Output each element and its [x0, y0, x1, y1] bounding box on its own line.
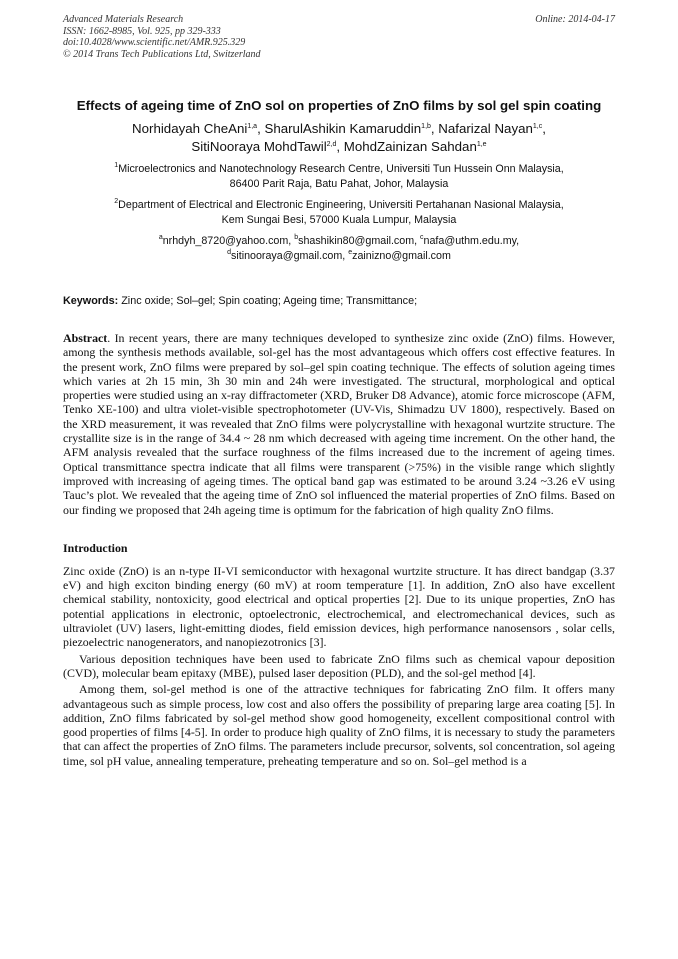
email-mark: c: [420, 234, 424, 241]
email-address[interactable]: nrhdyh_8720@yahoo.com,: [162, 235, 295, 247]
affiliation-1: [63, 162, 615, 192]
affiliation-line: Microelectronics and Nanotechnology Research Centre, Universiti Tun Hussein Onn Malaysia,: [118, 163, 564, 175]
journal-name: Advanced Materials Research: [63, 14, 184, 25]
section-heading: Introduction: [63, 540, 128, 555]
keywords-text: Zinc oxide; Sol–gel; Spin coating; Ageing time; Transmittance;: [118, 295, 418, 307]
journal-copyright: © 2014 Trans Tech Publications Ltd, Switzerland: [63, 48, 261, 60]
author-separator: ,: [430, 121, 439, 136]
email-mark: d: [227, 249, 232, 256]
author-separator: ,: [542, 121, 546, 136]
author-affil-mark: 1,c: [532, 123, 543, 130]
journal-issn: ISSN: 1662-8985, Vol. 925, pp 329-333: [63, 25, 221, 37]
abstract-text: . In recent years, there are many techniques developed to synthesize zinc oxide (ZnO) films. However, among the synthesis methods available, sol-gel has the most advantageous which offers cost effective features. In the present work, ZnO films were prepared by sol–gel spin coating technique. The effects of solution ageing times which varies at 2h 15 min, 3h 30 min and 24h were investigated. The structural, morphological and optical properties were studied using an x-ray diffractometer (XRD, Bruker D8 Advance), atomic force microscope (AFM, Tenko XE-100) and ultra violet-visible spectrophotometer (UV-Vis, Shimadzu UV 1800), respectively. Based on the XRD measurement, it was revealed that ZnO films were polycrystalline with hexagonal wurtzite structure. The crystallite size is in the range of 34.4 ~ 28 nm which decreased with ageing time increment. On the other hand, the AFM analysis revealed that the surface roughness of the films increased due to the increment of ageing times. Optical transmittance spectra indicate that all films were transparent (>75%) in the visible range which slightly improved with increasing of ageing times. The optical band gap was estimated to be around 3.24 ~3.26 eV using Tauc’s plot. We revealed that the ageing time of ZnO sol influenced the material properties of ZnO films. Based on our finding we proposed that 24h ageing time is optimum for the fabrication of high quality ZnO films.: [63, 331, 615, 517]
email-mark: b: [294, 234, 299, 241]
email-address[interactable]: shashikin80@gmail.com,: [298, 235, 421, 247]
online-date: Online: 2014-04-17: [535, 14, 615, 25]
keywords-label: Keywords:: [63, 295, 119, 307]
email-mark: e: [348, 249, 353, 256]
abstract: [63, 331, 615, 517]
keywords: [63, 294, 615, 308]
affiliation-mark: 1: [114, 162, 119, 169]
author-name: SitiNooraya MohdTawil: [191, 139, 327, 154]
intro-paragraph: Among them, sol-gel method is one of the attractive techniques for fabricating ZnO film. It offers many advantageous such as simple process, low cost and also offers the possibility of preparing large area coating [5]. In addition, ZnO films fabricated by sol-gel method show good homogeneity, excellent compositional control with good properties of films [4-5]. In order to produce high quality of ZnO films, it is necessary to study the parameters that can affect the properties of ZnO films. The parameters include precursor, solvents, sol concentration, sol ageing time, sol pH value, annealing temperature, preheating temperature and so on. Sol–gel method is a: [63, 682, 615, 768]
journal-header: [63, 14, 615, 76]
author-name: Nafarizal Nayan: [438, 121, 533, 136]
author-name: MohdZainizan Sahdan: [343, 139, 477, 154]
affiliation-mark: 2: [114, 198, 119, 205]
email-mark: a: [158, 234, 163, 241]
affiliation-line: 86400 Parit Raja, Batu Pahat, Johor, Malaysia: [229, 178, 449, 190]
affiliation-2: [63, 198, 615, 228]
author-separator: ,: [257, 121, 265, 136]
email-list: [63, 234, 615, 264]
author-name: Norhidayah CheAni: [132, 121, 248, 136]
abstract-label: Abstract: [63, 331, 108, 345]
intro-paragraph: Zinc oxide (ZnO) is an n-type II-VI semiconductor with hexagonal wurtzite structure. It has direct bandgap (3.37 eV) and high exciton binding energy (60 mV) at room temperature [1]. In addition, ZnO also have excellent chemical stability, nontoxicity, good electrical and optical properties [2]. Due to its unique properties, ZnO has potential applications in electronic, optoelectronic, electrochemical, and electromechanical devices, such as ultraviolet (UV) lasers, light-emitting diodes, field emission devices, high performance nanosensors , solar cells, piezoelectric nanogenerators, and nanopiezotronics [3].: [63, 563, 615, 650]
affiliation-line: Department of Electrical and Electronic Engineering, Universiti Pertahanan Nasional Malaysia,: [118, 199, 564, 211]
paper-title: Effects of ageing time of ZnO sol on properties of ZnO films by sol gel spin coating: [76, 98, 602, 113]
author-affil-mark: 2,d: [326, 141, 337, 148]
author-separator: ,: [336, 139, 344, 154]
email-address[interactable]: zainizno@gmail.com: [352, 250, 451, 262]
author-name: SharulAshikin Kamaruddin: [264, 121, 422, 136]
author-affil-mark: 1,e: [476, 141, 487, 148]
author-affil-mark: 1,b: [421, 123, 431, 130]
email-address[interactable]: nafa@uthm.edu.my,: [423, 235, 520, 247]
affiliation-line: Kem Sungai Besi, 57000 Kuala Lumpur, Malaysia: [221, 214, 457, 226]
author-affil-mark: 1,a: [247, 123, 258, 130]
intro-paragraph: Various deposition techniques have been used to fabricate ZnO films such as chemical vapour deposition (CVD), molecular beam epitaxy (MBE), pulsed laser deposition (PLD), and the sol-gel method [4].: [63, 651, 615, 680]
author-list: [63, 120, 615, 156]
email-address[interactable]: sitinooraya@gmail.com,: [231, 250, 349, 262]
journal-doi: doi:10.4028/www.scientific.net/AMR.925.329: [63, 37, 246, 48]
